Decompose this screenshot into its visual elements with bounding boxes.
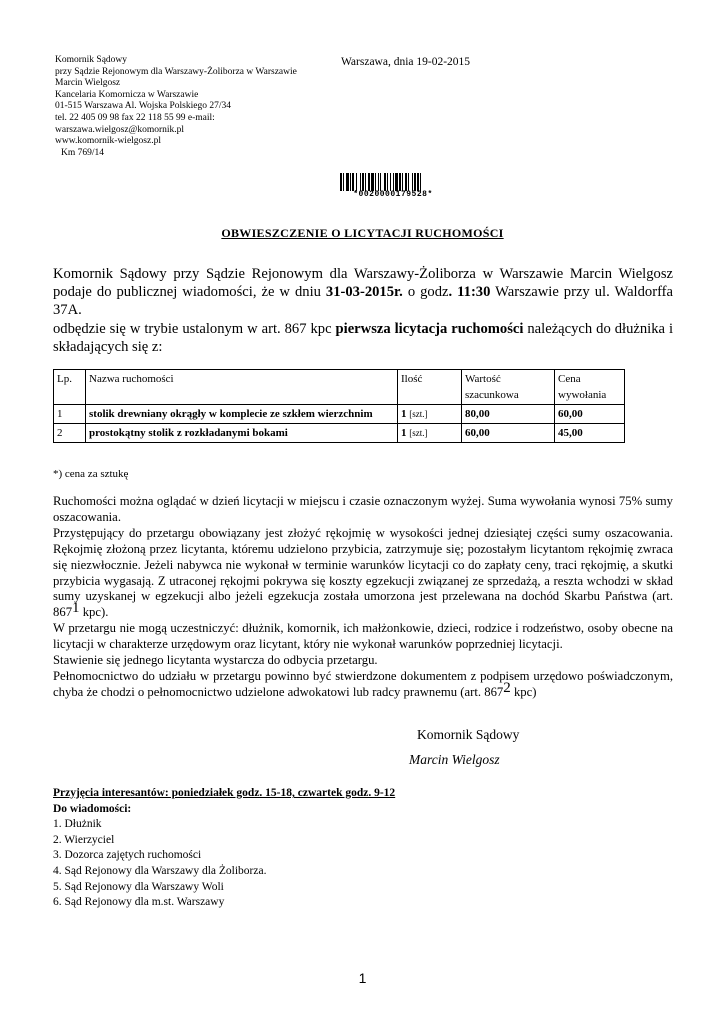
row-lp: 2 xyxy=(54,424,86,443)
row-value: 80,00 xyxy=(462,405,555,424)
barcode-bar xyxy=(343,173,344,191)
intro-text: o godz xyxy=(402,284,449,301)
table-header-row xyxy=(54,370,625,405)
barcode-bar xyxy=(405,173,407,191)
terms-body xyxy=(53,494,673,701)
signature-role: Komornik Sądowy xyxy=(417,727,520,742)
article-superscript: 1 xyxy=(72,600,80,617)
intro-paragraph xyxy=(53,265,673,356)
table-row xyxy=(54,424,625,443)
barcode-bar xyxy=(380,173,381,191)
intro-text: odbędzie się w trybie ustalonym w art. 867 kpc xyxy=(53,320,336,337)
qty-unit: [szt.] xyxy=(409,409,428,419)
recipient-item: 3. Dozorca zajętych ruchomości xyxy=(53,849,202,862)
row-qty xyxy=(398,424,462,443)
row-value: 60,00 xyxy=(462,424,555,443)
barcode-text: *0020000179528* xyxy=(353,190,433,199)
barcode-bar xyxy=(352,173,354,191)
terms-text: Przystępujący do przetargu obowiązany jest złożyć rękojmię w wysokości jednej dziesiątej części sumy oszacowania. Rękojmię złożoną przez licytanta, któremu udzielono przybicia, zatrzymuje się; pozostałym licytantom rękojmię zwraca się niezwłocznie. Jeżeli nabywca nie wykonał w terminie warunków licytacji co do zapłaty ceny, traci rękojmię, a skutki przybicia wygasają. Z utraconej rękojmi pokrywa się koszty egzekucji związanej ze sprzedażą, a reszta wchodzi w skład sumy uzyskanej w egzekucji albo jeżeli egzekucja została umorzona jest przelewana na dochód Skarbu Państwa (art. 867 xyxy=(53,525,673,620)
header-line: 01-515 Warszawa Al. Wojska Polskiego 27/34 xyxy=(55,101,231,112)
recipient-item: 6. Sąd Rejonowy dla m.st. Warszawy xyxy=(53,896,225,909)
terms-paragraph: Stawienie się jednego licytanta wystarcza do odbycia przetargu. xyxy=(53,653,378,668)
header-line: Kancelaria Komornicza w Warszawie xyxy=(55,89,199,100)
signature-name: Marcin Wielgosz xyxy=(409,752,500,767)
terms-paragraph xyxy=(53,669,673,701)
barcode-bar xyxy=(390,173,391,191)
barcode-bar xyxy=(387,173,388,191)
row-price: 60,00 xyxy=(555,405,625,424)
recipient-item: 1. Dłużnik xyxy=(53,818,102,831)
header-line: Marcin Wielgosz xyxy=(55,78,121,89)
article-superscript: 2 xyxy=(503,679,511,696)
barcode-bar xyxy=(340,173,342,191)
qty-value: 1 xyxy=(401,408,407,420)
office-hours: Przyjęcia interesantów: poniedziałek godz. 15-18, czwartek godz. 9-12 xyxy=(53,787,396,799)
intro-text: należących do dłużnika i składających się z: xyxy=(53,320,674,355)
barcode-bar xyxy=(384,173,386,191)
recipient-item: 2. Wierzyciel xyxy=(53,833,115,846)
intro-text: Komornik Sądowy przy Sądzie Rejonowym dla Warszawy-Żoliborza w Warszawie Marcin Wielgosz podaje do publicznej wiadomości, że w dniu xyxy=(53,266,673,301)
barcode-bar xyxy=(412,173,413,191)
terms-text: Pełnomocnictwo do udziału w przetargu powinno być stwierdzone dokumentem z podpisem urzędowo poświadczonym, chyba że chodzi o pełnomocnictwo udzielone adwokatowi lub radcy prawnemu (art. 867 xyxy=(53,668,673,699)
auction-type: pierwsza licytacja ruchomości xyxy=(335,320,524,337)
header-line: przy Sądzie Rejonowym dla Warszawy-Żoliborza w Warszawie xyxy=(55,66,297,77)
header-line: www.komornik-wielgosz.pl xyxy=(55,136,161,147)
header-line: Komornik Sądowy xyxy=(55,55,128,65)
barcode-bar xyxy=(417,173,419,191)
barcode-bar xyxy=(414,173,416,191)
page-number: 1 xyxy=(358,970,367,986)
terms-text: kpc). xyxy=(79,605,109,620)
barcode-bar xyxy=(346,173,349,191)
header-line: tel. 22 405 09 98 fax 22 118 55 99 e-mail: xyxy=(55,112,215,123)
qty-unit: [szt.] xyxy=(409,428,428,438)
barcode-bar xyxy=(399,173,401,191)
barcode-bar xyxy=(360,173,361,191)
recipient-item: 5. Sąd Rejonowy dla Warszawy Woli xyxy=(53,880,224,893)
terms-text: kpc) xyxy=(510,684,537,699)
case-number: Km 769/14 xyxy=(61,147,105,158)
header-value: Wartość szacunkowa xyxy=(462,370,555,405)
row-lp: 1 xyxy=(54,405,86,424)
auction-time: . 11:30 xyxy=(448,284,491,301)
header-line: warszawa.wielgosz@komornik.pl xyxy=(55,124,185,135)
price-note: *) cena za sztukę xyxy=(53,468,129,480)
distribution-block xyxy=(53,786,395,911)
barcode-bar xyxy=(402,173,403,191)
row-name: stolik drewniany okrągły w komplecie ze szkłem wierzchnim xyxy=(86,405,398,424)
qty-value: 1 xyxy=(401,427,407,439)
barcode-bar xyxy=(395,173,398,191)
barcode-bars xyxy=(339,173,447,191)
barcode-bar xyxy=(420,173,421,191)
barcode-bar xyxy=(365,173,366,191)
header-lp: Lp. xyxy=(54,370,86,405)
intro-text: Warszawie przy ul. Waldorffa 37A. xyxy=(53,284,673,319)
barcode-bar xyxy=(393,173,394,191)
barcode-bar xyxy=(375,173,376,191)
document-date: Warszawa, dnia 19-02-2015 xyxy=(341,56,471,68)
header-name: Nazwa ruchomości xyxy=(86,370,398,405)
terms-paragraph: Ruchomości można oglądać w dzień licytacji w miejscu i czasie oznaczonym wyżej. Suma wywołania wynosi 75% sumy oszacowania. xyxy=(53,494,673,524)
recipient-item: 4. Sąd Rejonowy dla Warszawy dla Żoliborza. xyxy=(53,864,267,877)
table-row xyxy=(54,405,625,424)
row-price: 45,00 xyxy=(555,424,625,443)
barcode-bar xyxy=(408,173,409,191)
document-title: OBWIESZCZENIE O LICYTACJI RUCHOMOŚCI xyxy=(221,226,504,240)
header-qty: Ilość xyxy=(398,370,462,405)
barcode-bar xyxy=(378,173,379,191)
row-qty xyxy=(398,405,462,424)
terms-paragraph xyxy=(53,526,673,621)
auction-date: 31-03-2015r. xyxy=(325,284,403,301)
barcode-bar xyxy=(350,173,351,191)
barcode-bar xyxy=(356,173,357,191)
items-table xyxy=(53,369,625,443)
barcode-bar xyxy=(371,173,374,191)
row-name: prostokątny stolik z rozkładanymi bokami xyxy=(86,424,398,443)
barcode xyxy=(339,173,447,199)
bailiff-header xyxy=(55,55,345,159)
header-price: Cena wywołania xyxy=(555,370,625,405)
barcode-bar xyxy=(368,173,370,191)
barcode-bar xyxy=(362,173,364,191)
terms-paragraph: W przetargu nie mogą uczestniczyć: dłużnik, komornik, ich małżonkowie, dzieci, rodzice i rodzeństwo, osoby obecne na licytacji w charakterze urzędowym oraz licytant, który nie wykonał warunków poprzedniej licytacji. xyxy=(53,621,673,652)
distribution-label: Do wiadomości: xyxy=(53,802,132,815)
